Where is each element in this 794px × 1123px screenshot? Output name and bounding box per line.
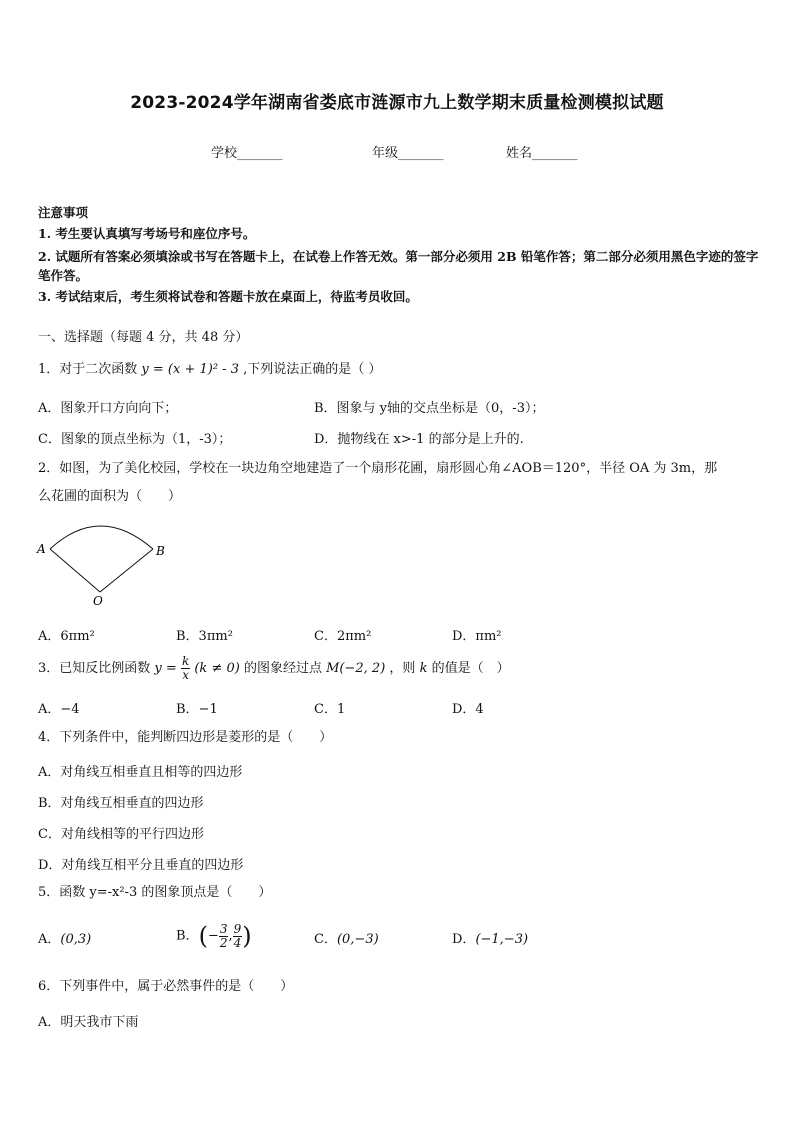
question-1-stem [38, 362, 381, 378]
radius-oa [50, 549, 100, 592]
q5-b-comma: , [228, 928, 233, 944]
q5-b-num1: 3 [219, 921, 228, 936]
q3-lhs: y = [154, 661, 177, 676]
q1-option-d: D．抛物线在 x>-1 的部分是上升的. [314, 432, 524, 447]
q5-c-label: C． [314, 932, 337, 947]
q4-option-b: B．对角线互相垂直的四边形 [38, 796, 204, 811]
section-heading: 一、选择题（每题 4 分，共 48 分） [38, 330, 249, 345]
q3-frac-num: k [181, 654, 190, 668]
q5-b-frac2 [233, 923, 243, 950]
name-field: 姓名_______ [506, 146, 578, 161]
label-a: A [37, 542, 46, 556]
label-o: O [93, 594, 103, 608]
question-5-stem: 5．函数 y=-x²-3 的图象顶点是（ ） [38, 885, 272, 900]
school-field: 学校_______ [211, 146, 283, 161]
q1-formula: y = (x + 1)² - 3 [141, 362, 239, 377]
note-item-2: 2. 试题所有答案必须填涂或书写在答题卡上，在试卷上作答无效。第一部分必须用 2B 铅笔作答；第二部分必须用黑色字迹的签字笔作答。 [38, 249, 759, 283]
q5-d-label: D． [452, 932, 476, 947]
q3-option-c: C．1 [314, 702, 346, 717]
q5-b-label: B． [176, 928, 199, 944]
label-b: B [156, 544, 165, 558]
sector-diagram [34, 520, 174, 610]
note-item-3: 3. 考试结束后，考生须将试卷和答题卡放在桌面上，待监考员收回。 [38, 289, 418, 304]
q3-var: k [419, 661, 428, 676]
notes-heading: 注意事项 [38, 205, 89, 220]
page-title: 2023-2024学年湖南省娄底市涟源市九上数学期末质量检测模拟试题 [130, 93, 664, 113]
q3-end: 的值是（ ） [431, 661, 510, 676]
q5-option-d [452, 928, 528, 947]
q5-b-minus: − [207, 928, 219, 944]
q4-option-d: D．对角线互相平分且垂直的四边形 [38, 858, 244, 873]
question-3-stem [38, 652, 510, 686]
question-4-stem: 4．下列条件中，能判断四边形是菱形的是（ ） [38, 730, 333, 745]
radius-ob [100, 549, 153, 592]
q1-option-a: A．图象开口方向向下； [38, 401, 178, 416]
q3-condition: (k ≠ 0) [194, 661, 240, 676]
q5-a-value: (0,3) [60, 932, 92, 947]
q2-option-d: D．πm² [452, 629, 502, 644]
q1-prefix: 1．对于二次函数 [38, 362, 138, 377]
q3-mid: 的图象经过点 [243, 661, 322, 676]
q5-c-value: (0,−3) [336, 932, 379, 947]
question-2-line2: 么花圃的面积为（ ） [38, 489, 182, 504]
q3-suffix: ，则 [389, 661, 416, 676]
q3-fraction [181, 655, 190, 682]
q3-option-d: D．4 [452, 702, 484, 717]
q5-option-b: B．(− $\frac{3}{2}$ , $\frac{9}{4}$ ) [176, 921, 252, 950]
q3-prefix: 3．已知反比例函数 [38, 661, 151, 676]
q5-a-label: A． [38, 932, 61, 947]
q4-option-c: C．对角线相等的平行四边形 [38, 827, 204, 842]
q5-option-c [314, 928, 379, 947]
q5-b-num2: 9 [233, 921, 242, 936]
q2-option-b: B．3πm² [176, 629, 233, 644]
q2-option-a: A．6πm² [38, 629, 95, 644]
q6-option-a: A．明天我市下雨 [38, 1015, 139, 1030]
q1-suffix: ,下列说法正确的是（ ） [243, 362, 382, 377]
note-item-1: 1. 考生要认真填写考场号和座位序号。 [38, 226, 256, 241]
q3-frac-den: x [182, 668, 189, 682]
sector-arc [50, 526, 153, 549]
q1-option-c: C．图象的顶点坐标为（1，-3）； [38, 432, 232, 447]
q5-b-den1: 2 [219, 935, 228, 950]
question-2-line1: 2．如图，为了美化校园，学校在一块边角空地建造了一个扇形花圃，扇形圆心角∠AOB＝120°，半径 OA 为 3m，那 [38, 461, 718, 476]
q2-option-c: C．2πm² [314, 629, 372, 644]
q5-option-a [38, 928, 91, 947]
q4-option-a: A．对角线互相垂直且相等的四边形 [38, 765, 243, 780]
q5-b-den2: 4 [233, 935, 242, 950]
q1-option-b: B．图象与 y轴的交点坐标是（0，-3）； [314, 401, 545, 416]
q5-d-value: (−1,−3) [475, 932, 529, 947]
q3-point: M(−2, 2) [326, 661, 386, 676]
question-6-stem: 6．下列事件中，属于必然事件的是（ ） [38, 979, 294, 994]
grade-field: 年级_______ [372, 146, 444, 161]
q3-option-b: B．−1 [176, 702, 218, 717]
q3-option-a: A．−4 [38, 702, 80, 717]
